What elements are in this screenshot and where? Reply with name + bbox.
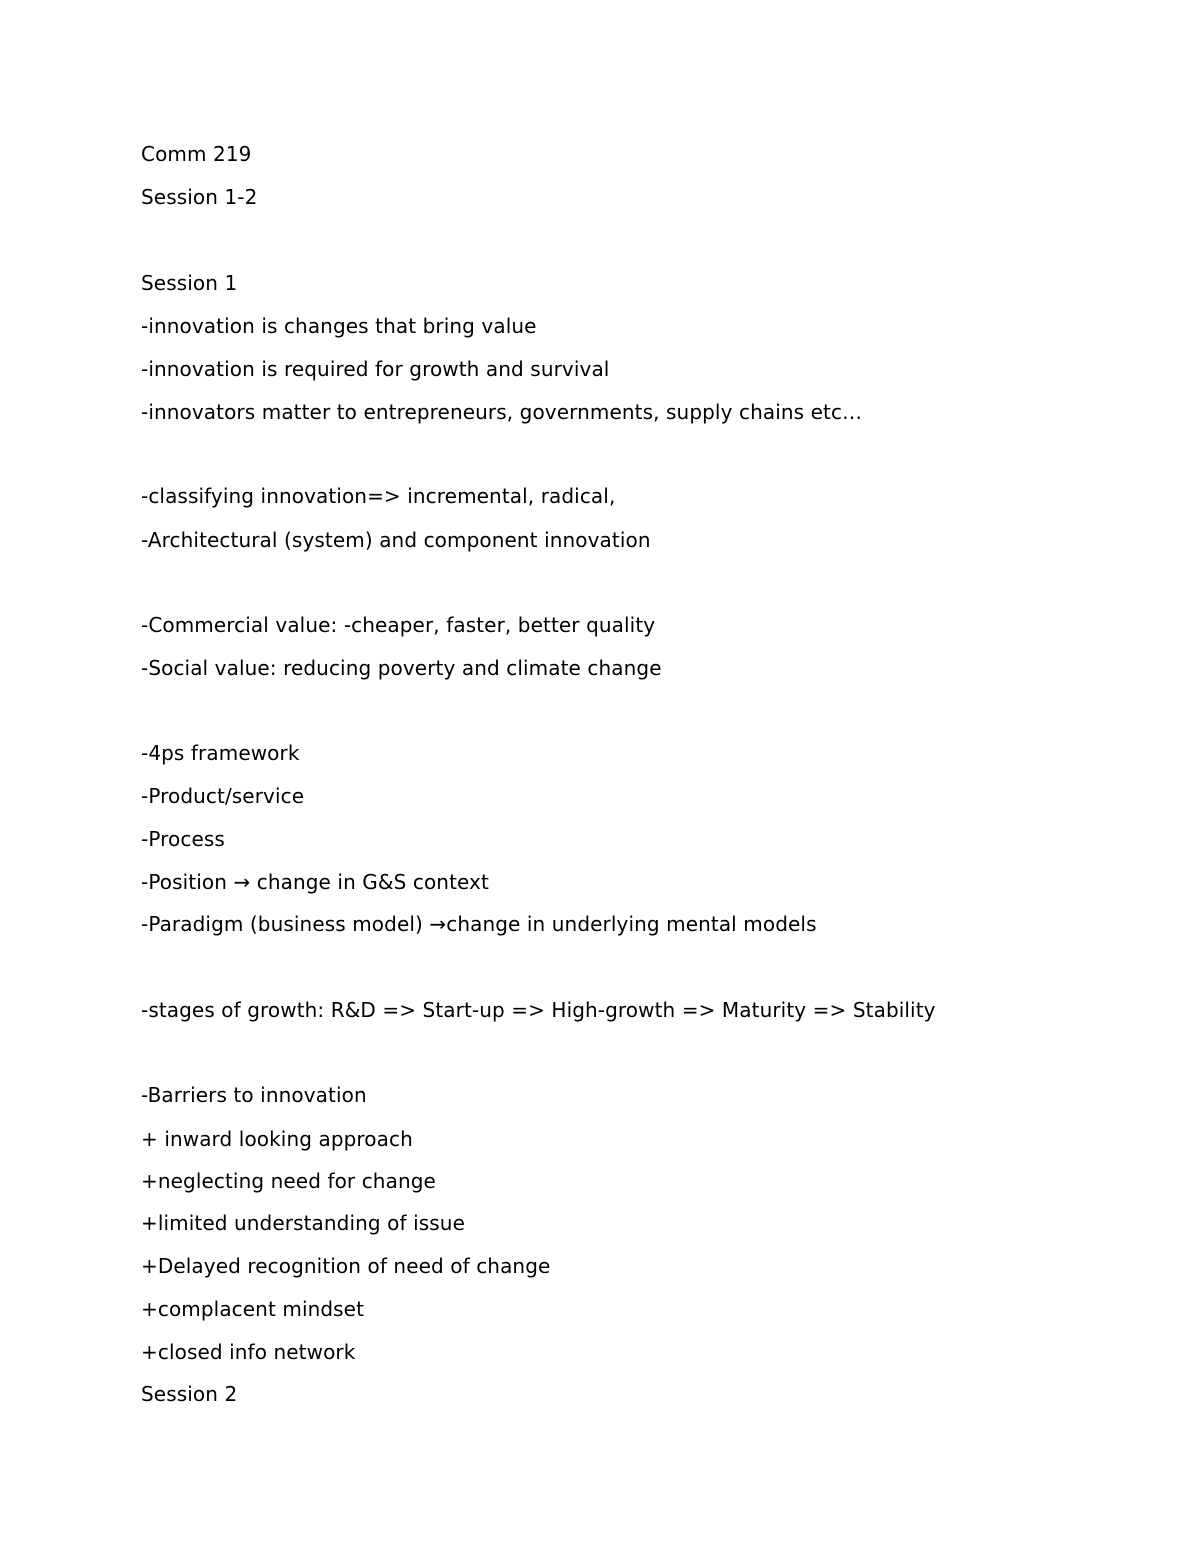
session2-heading: Session 2 (141, 1382, 238, 1406)
classification-line: -classifying innovation=> incremental, radical, (141, 484, 616, 508)
framework-item: -Product/service (141, 784, 305, 808)
barrier-item: +Delayed recognition of need of change (141, 1254, 551, 1278)
barrier-item: +neglecting need for change (141, 1169, 436, 1193)
sessions-range: Session 1-2 (141, 185, 258, 209)
framework-item: -Position → change in G&S context (141, 870, 489, 894)
value-line: -Social value: reducing poverty and climate change (141, 656, 662, 680)
session1-heading: Session 1 (141, 271, 238, 295)
barrier-item: +limited understanding of issue (141, 1211, 465, 1235)
intro-line: -innovation is required for growth and survival (141, 357, 610, 381)
barrier-item: +closed info network (141, 1340, 356, 1364)
value-line: -Commercial value: -cheaper, faster, better quality (141, 613, 656, 637)
barrier-item: + inward looking approach (141, 1127, 413, 1151)
growth-stages: -stages of growth: R&D => Start-up => High-growth => Maturity => Stability (141, 998, 936, 1022)
barriers-heading: -Barriers to innovation (141, 1083, 367, 1107)
intro-line: -innovation is changes that bring value (141, 314, 537, 338)
framework-heading: -4ps framework (141, 741, 300, 765)
classification-line: -Architectural (system) and component innovation (141, 528, 651, 552)
intro-line: -innovators matter to entrepreneurs, governments, supply chains etc… (141, 400, 863, 424)
framework-item: -Paradigm (business model) →change in underlying mental models (141, 912, 817, 936)
framework-item: -Process (141, 827, 225, 851)
barrier-item: +complacent mindset (141, 1297, 365, 1321)
course-title: Comm 219 (141, 142, 252, 166)
